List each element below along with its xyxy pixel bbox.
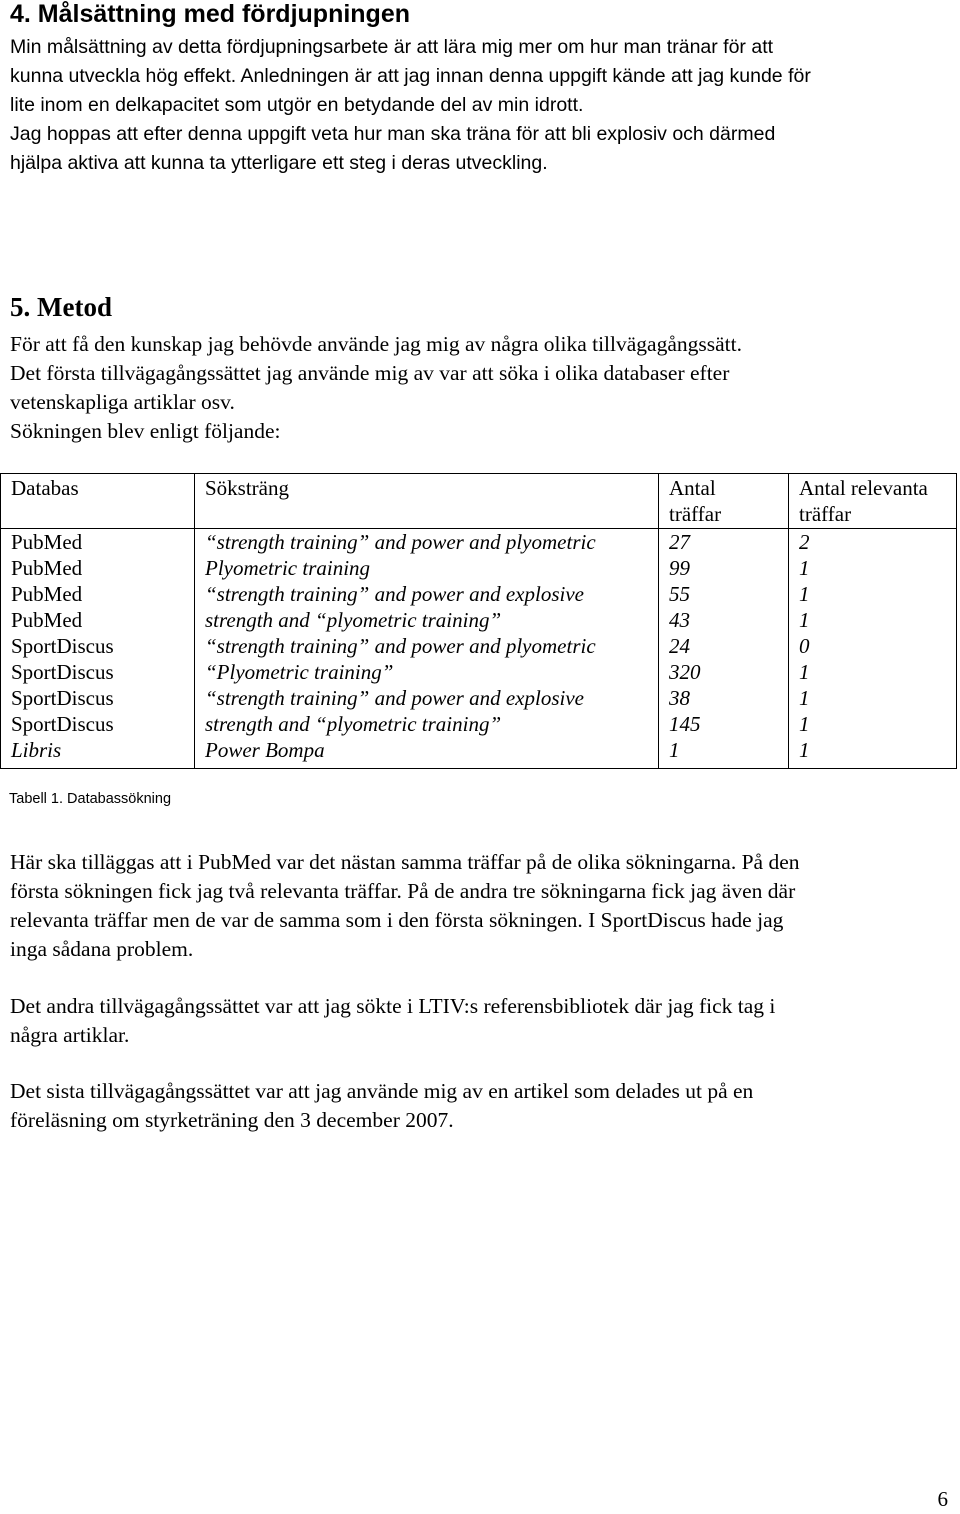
table-cell: PubMed <box>11 530 83 554</box>
section-5-heading: 5. Metod <box>10 292 112 322</box>
after-table-paragraph-1 <box>10 848 950 964</box>
header-sokstrang: Söksträng <box>195 474 659 529</box>
header-antal-traffar: Antal träffar <box>659 474 789 529</box>
table-cell: Libris <box>11 738 62 762</box>
table-cell: 99 <box>669 556 690 580</box>
column-antal-traffar <box>659 529 789 769</box>
text-line: Det andra tillvägagångssättet var att jag sökte i LTIV:s referensbibliotek där jag fick tag i <box>10 994 776 1018</box>
table-cell: SportDiscus <box>11 660 114 684</box>
table-cell: “Plyometric training” <box>205 660 394 684</box>
text-line: Sökningen blev enligt följande: <box>10 419 281 443</box>
table-cell: “strength training” and power and explosive <box>205 686 584 710</box>
table-cell: SportDiscus <box>11 712 114 736</box>
table-cell: 320 <box>669 660 701 684</box>
after-table-paragraph-2 <box>10 992 950 1050</box>
section-4-heading: 4. Målsättning med fördjupningen <box>10 0 410 28</box>
text-line: inga sådana problem. <box>10 937 194 961</box>
table-cell: 1 <box>799 686 810 710</box>
table-cell: 1 <box>799 582 810 606</box>
text-line: vetenskapliga artiklar osv. <box>10 390 235 414</box>
table-cell: strength and “plyometric training” <box>205 608 502 632</box>
table-cell: “strength training” and power and plyometric <box>205 530 596 554</box>
table-cell: 1 <box>669 738 680 762</box>
text-line: första sökningen fick jag två relevanta träffar. På de andra tre sökningarna fick jag även där <box>10 879 796 903</box>
table-cell: 0 <box>799 634 810 658</box>
text-line: Jag hoppas att efter denna uppgift veta hur man ska träna för att bli explosiv och därmed <box>10 123 776 145</box>
table-cell: 38 <box>669 686 690 710</box>
text-line: lite inom en delkapacitet som utgör en betydande del av min idrott. <box>10 94 584 116</box>
table-cell: 1 <box>799 556 810 580</box>
table-cell: 1 <box>799 712 810 736</box>
column-sokstrang <box>195 529 659 769</box>
after-table-paragraph-3 <box>10 1077 950 1135</box>
text-line: hjälpa aktiva att kunna ta ytterligare ett steg i deras utveckling. <box>10 152 548 174</box>
column-databas <box>1 529 195 769</box>
table-cell: 2 <box>799 530 810 554</box>
text-line: Här ska tilläggas att i PubMed var det nästan samma träffar på de olika sökningarna. På den <box>10 850 800 874</box>
table-cell: 55 <box>669 582 690 606</box>
page-number: 6 <box>937 1487 948 1511</box>
section-5-paragraph <box>10 330 950 446</box>
table-cell: Power Bompa <box>205 738 325 762</box>
section-4-paragraph-1 <box>10 33 950 120</box>
table-body-row <box>1 529 957 769</box>
section-4-paragraph-2 <box>10 120 950 178</box>
text-line: För att få den kunskap jag behövde använde jag mig av några olika tillvägagångssätt. <box>10 332 742 356</box>
table-cell: 1 <box>799 660 810 684</box>
table-cell: 1 <box>799 608 810 632</box>
table-caption: Tabell 1. Databassökning <box>9 791 172 807</box>
text-line: kunna utveckla hög effekt. Anledningen är att jag innan denna uppgift kände att jag kunde för <box>10 65 811 87</box>
header-antal-relevanta: Antal relevanta träffar <box>789 474 957 529</box>
table-cell: PubMed <box>11 608 83 632</box>
table-cell: 43 <box>669 608 690 632</box>
text-line: Det första tillvägagångssättet jag använde mig av var att söka i olika databaser efter <box>10 361 730 385</box>
table-cell: 145 <box>669 712 701 736</box>
table-cell: strength and “plyometric training” <box>205 712 502 736</box>
text-line: några artiklar. <box>10 1023 130 1047</box>
table-cell: 27 <box>669 530 690 554</box>
table-cell: PubMed <box>11 556 83 580</box>
column-antal-relevanta <box>789 529 957 769</box>
table-cell: “strength training” and power and explosive <box>205 582 584 606</box>
table-cell: SportDiscus <box>11 634 114 658</box>
table-cell: 24 <box>669 634 690 658</box>
text-line: föreläsning om styrketräning den 3 december 2007. <box>10 1108 454 1132</box>
database-search-table <box>0 473 957 769</box>
table-cell: Plyometric training <box>205 556 371 580</box>
table-cell: “strength training” and power and plyometric <box>205 634 596 658</box>
text-line: relevanta träffar men de var de samma som i den första sökningen. I SportDiscus hade jag <box>10 908 784 932</box>
text-line: Det sista tillvägagångssättet var att jag använde mig av en artikel som delades ut på en <box>10 1079 754 1103</box>
table-cell: PubMed <box>11 582 83 606</box>
table-cell: SportDiscus <box>11 686 114 710</box>
table-cell: 1 <box>799 738 810 762</box>
header-databas: Databas <box>1 474 195 529</box>
text-line: Min målsättning av detta fördjupningsarbete är att lära mig mer om hur man tränar för att <box>10 36 774 58</box>
table-header-row <box>1 474 957 529</box>
